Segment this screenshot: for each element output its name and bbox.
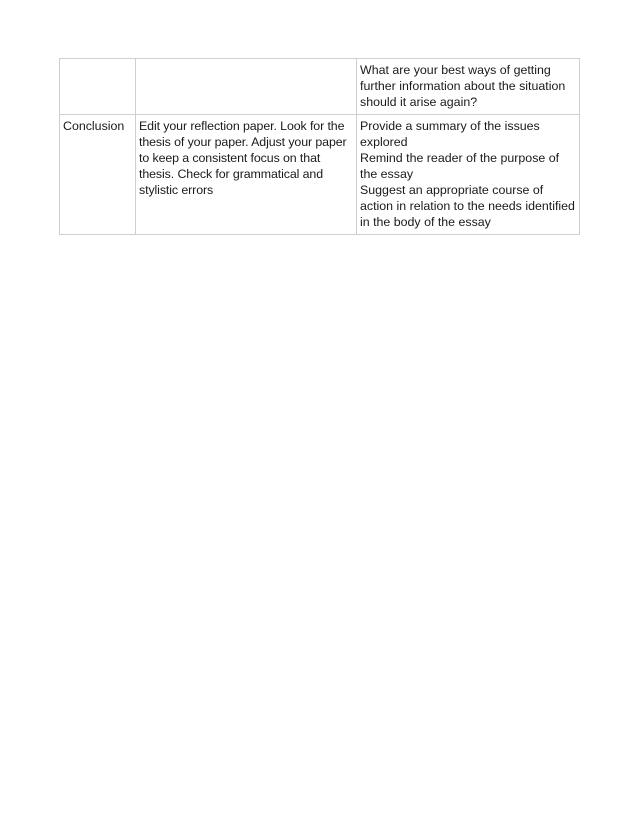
table-cell-instructions: Edit your reflection paper. Look for the thesis of your paper. Adjust your paper to keep a consistent focus on that thesis. Check for grammatical and stylistic errors (136, 115, 357, 235)
table-cell-instructions (136, 59, 357, 115)
content-line: Suggest an appropriate course of action in relation to the needs identified in the body of the essay (360, 183, 575, 229)
table-cell-section (60, 59, 136, 115)
table-row (60, 59, 580, 115)
content-line: Remind the reader of the purpose of the essay (360, 151, 560, 181)
content-line: What are your best ways of getting further information about the situation should it arise again? (360, 63, 566, 109)
table-cell-content (357, 59, 580, 115)
table-row (60, 115, 580, 235)
reflection-guide-table (59, 58, 580, 235)
content-line: Provide a summary of the issues explored (360, 119, 540, 149)
table-cell-content (357, 115, 580, 235)
table-cell-section: Conclusion (60, 115, 136, 235)
